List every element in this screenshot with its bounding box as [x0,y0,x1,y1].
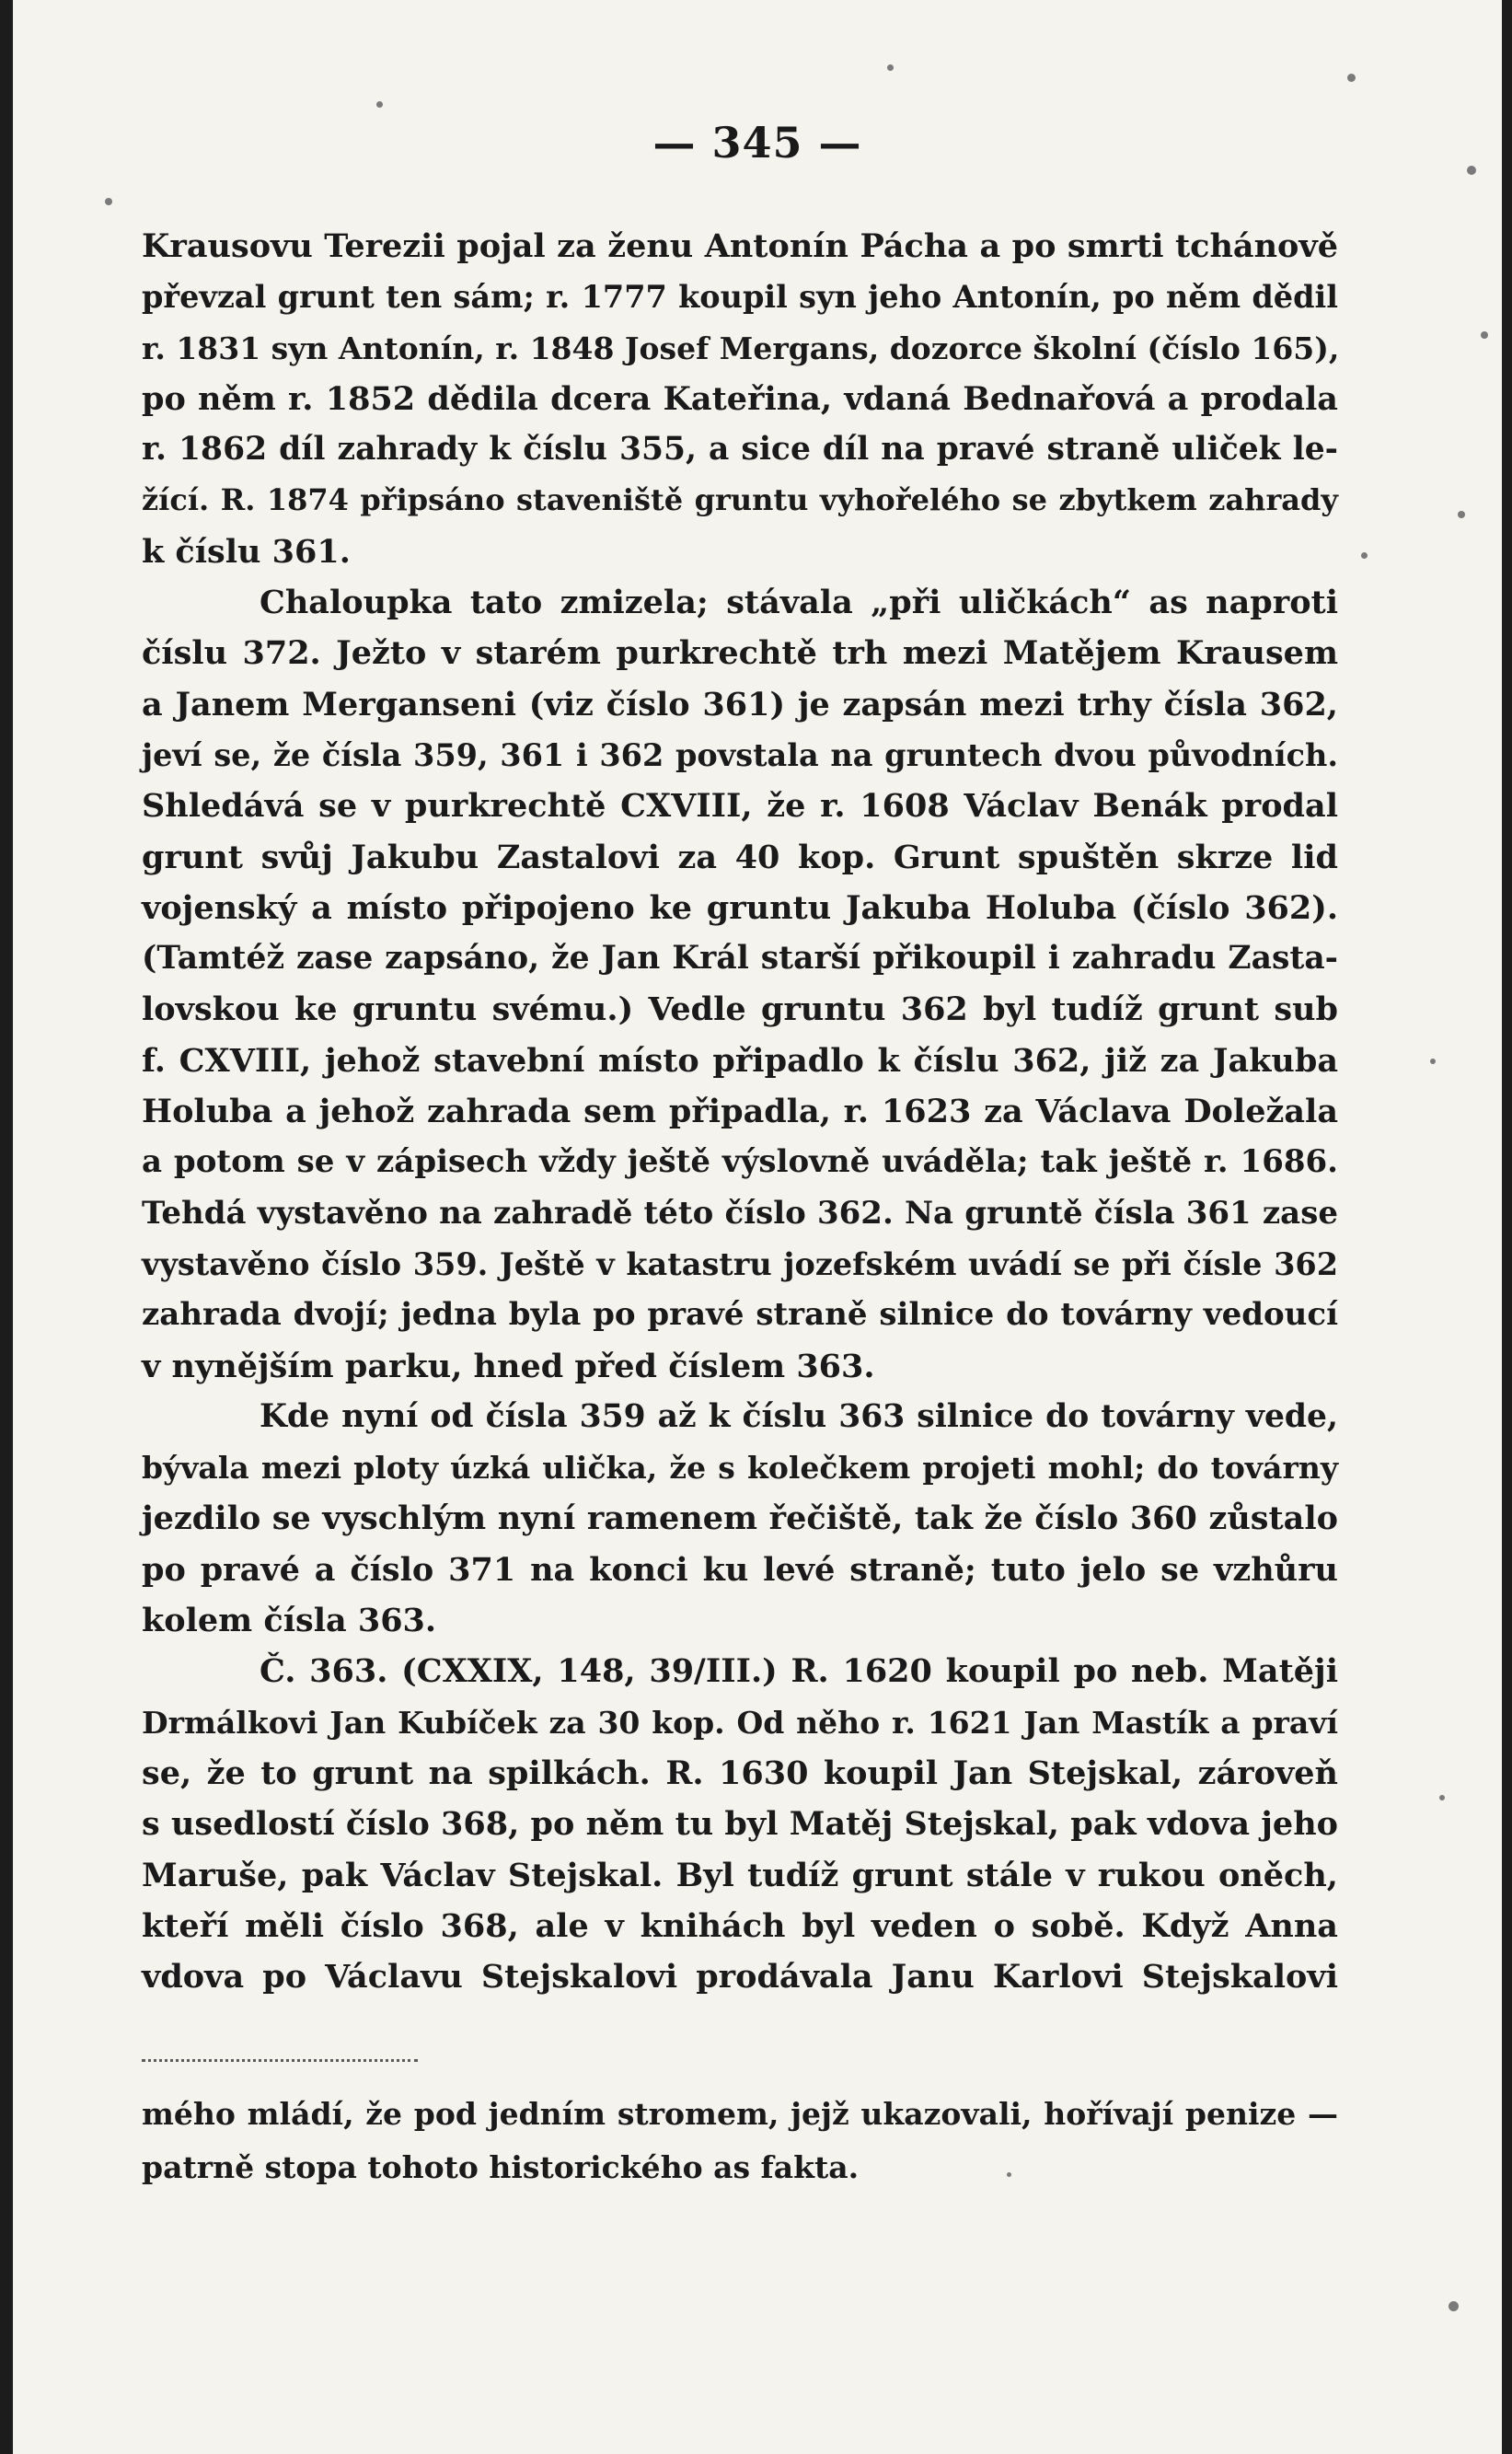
text-line: f. CXVIII, jehož stavební místo připadlo k číslu 362, již za Jakuba [142,1041,1338,1080]
paragraph-3 [142,1392,1338,1646]
text-line: bývala mezi ploty úzká ulička, že s kolečkem projeti mohl; do továrny [142,1450,1338,1487]
text-line: v nynějším parku, hned před číslem 363. [142,1347,875,1385]
text-line: a Janem Merganseni (viz číslo 361) je zapsán mezi trhy čísla 362, [142,685,1338,723]
footnote-line: mého mládí, že pod jedním stromem, jejž ukazovali, hořívají penize — [142,2096,1338,2132]
text-line: k číslu 361. [142,532,351,571]
text-line: s usedlostí číslo 368, po něm tu byl Matěj Stejskal, pak vdova jeho [142,1805,1338,1844]
scan-speck [1481,331,1488,339]
scan-speck [1467,166,1476,175]
scan-speck [105,198,112,205]
text-line: Holuba a jehož zahrada sem připadla, r. 1623 za Václava Doležala [142,1093,1338,1131]
text-line: Maruše, pak Václav Stejskal. Byl tudíž grunt stále v rukou oněch, [142,1856,1338,1894]
text-line: Drmálkovi Jan Kubíček za 30 kop. Od něho r. 1621 Jan Mastík a praví [142,1704,1338,1741]
text-line: číslu 372. Ježto v starém purkrechtě trh mezi Matějem Krausem [142,634,1338,673]
text-line: (Tamtéž zase zapsáno, že Jan Král starší přikoupil i zahradu Zasta- [142,940,1338,978]
text-line: jezdilo se vyschlým nyní ramenem řečiště, tak že číslo 360 zůstalo [142,1499,1338,1538]
page-number: — 345 — [652,118,862,168]
text-line: jeví se, že čísla 359, 361 i 362 povstala na gruntech dvou původních. [142,736,1338,773]
text-line: zahrada dvojí; jedna byla po pravé straně silnice do továrny vedoucí [142,1296,1338,1334]
text-line: vystavěno číslo 359. Ještě v katastru jozefském uvádí se při čísle 362 [142,1245,1338,1282]
text-line: Krausovu Terezii pojal za ženu Antonín Pácha a po smrti tchánově [142,227,1338,265]
text-line: po pravé a číslo 371 na konci ku levé straně; tuto jelo se vzhůru [142,1550,1338,1589]
text-line: žící. R. 1874 připsáno staveniště gruntu vyhořelého se zbytkem zahrady [142,482,1338,518]
scan-speck [1439,1795,1445,1800]
scan-speck [1458,511,1465,518]
footnote-line: patrně stopa tohoto historického as fakta. [142,2149,860,2185]
text-line: vojenský a místo připojeno ke gruntu Jakuba Holuba (číslo 362). [142,888,1338,927]
scan-speck [1347,74,1356,82]
text-line: Tehdá vystavěno na zahradě této číslo 362. Na gruntě čísla 361 zase [142,1194,1338,1232]
scan-speck [1430,1059,1436,1064]
main-text [142,221,1338,2002]
text-line: Shledává se v purkrechtě CXVIII, že r. 1608 Václav Benák prodal [142,787,1338,826]
text-line: Chaloupka tato zmizela; stávala „při uličkách“ as naproti [260,584,1338,622]
document-page [13,0,1502,2454]
footnote [142,2088,1338,2194]
text-line: vdova po Václavu Stejskalovi prodávala Janu Karlovi Stejskalovi [142,1958,1338,1997]
scan-speck [1007,2172,1011,2177]
text-line: se, že to grunt na spilkách. R. 1630 koupil Jan Stejskal, zároveň [142,1754,1338,1792]
scan-speck [376,101,383,108]
text-line: a potom se v zápisech vždy ještě výslovně uváděla; tak ještě r. 1686. [142,1143,1338,1181]
text-line: Č. 363. (CXXIX, 148, 39/III.) R. 1620 koupil po neb. Matěji [260,1652,1338,1691]
paragraph-4 [142,1646,1338,2002]
text-line: kteří měli číslo 368, ale v knihách byl veden o sobě. Když Anna [142,1906,1338,1945]
text-line: kolem čísla 363. [142,1602,437,1640]
text-line: r. 1862 díl zahrady k číslu 355, a sice díl na pravé straně uliček le- [142,431,1338,469]
scan-speck [887,64,894,71]
scan-speck [1449,2301,1459,2311]
text-line: r. 1831 syn Antonín, r. 1848 Josef Mergans, dozorce školní (číslo 165), [142,330,1340,366]
text-line: lovskou ke gruntu svému.) Vedle gruntu 362 byl tudíž grunt sub [142,990,1338,1029]
scan-speck [1361,552,1368,559]
text-line: po něm r. 1852 dědila dcera Kateřina, vdaná Bednařová a prodala [142,379,1338,418]
footnote-divider [142,2059,418,2062]
paragraph-2 [142,577,1338,1392]
text-line: grunt svůj Jakubu Zastalovi za 40 kop. Grunt spuštěn skrze lid [142,838,1338,876]
text-line: Kde nyní od čísla 359 až k číslu 363 silnice do továrny vede, [260,1397,1338,1435]
text-line: převzal grunt ten sám; r. 1777 koupil syn jeho Antonín, po něm dědil [142,279,1338,316]
paragraph-1 [142,221,1338,577]
